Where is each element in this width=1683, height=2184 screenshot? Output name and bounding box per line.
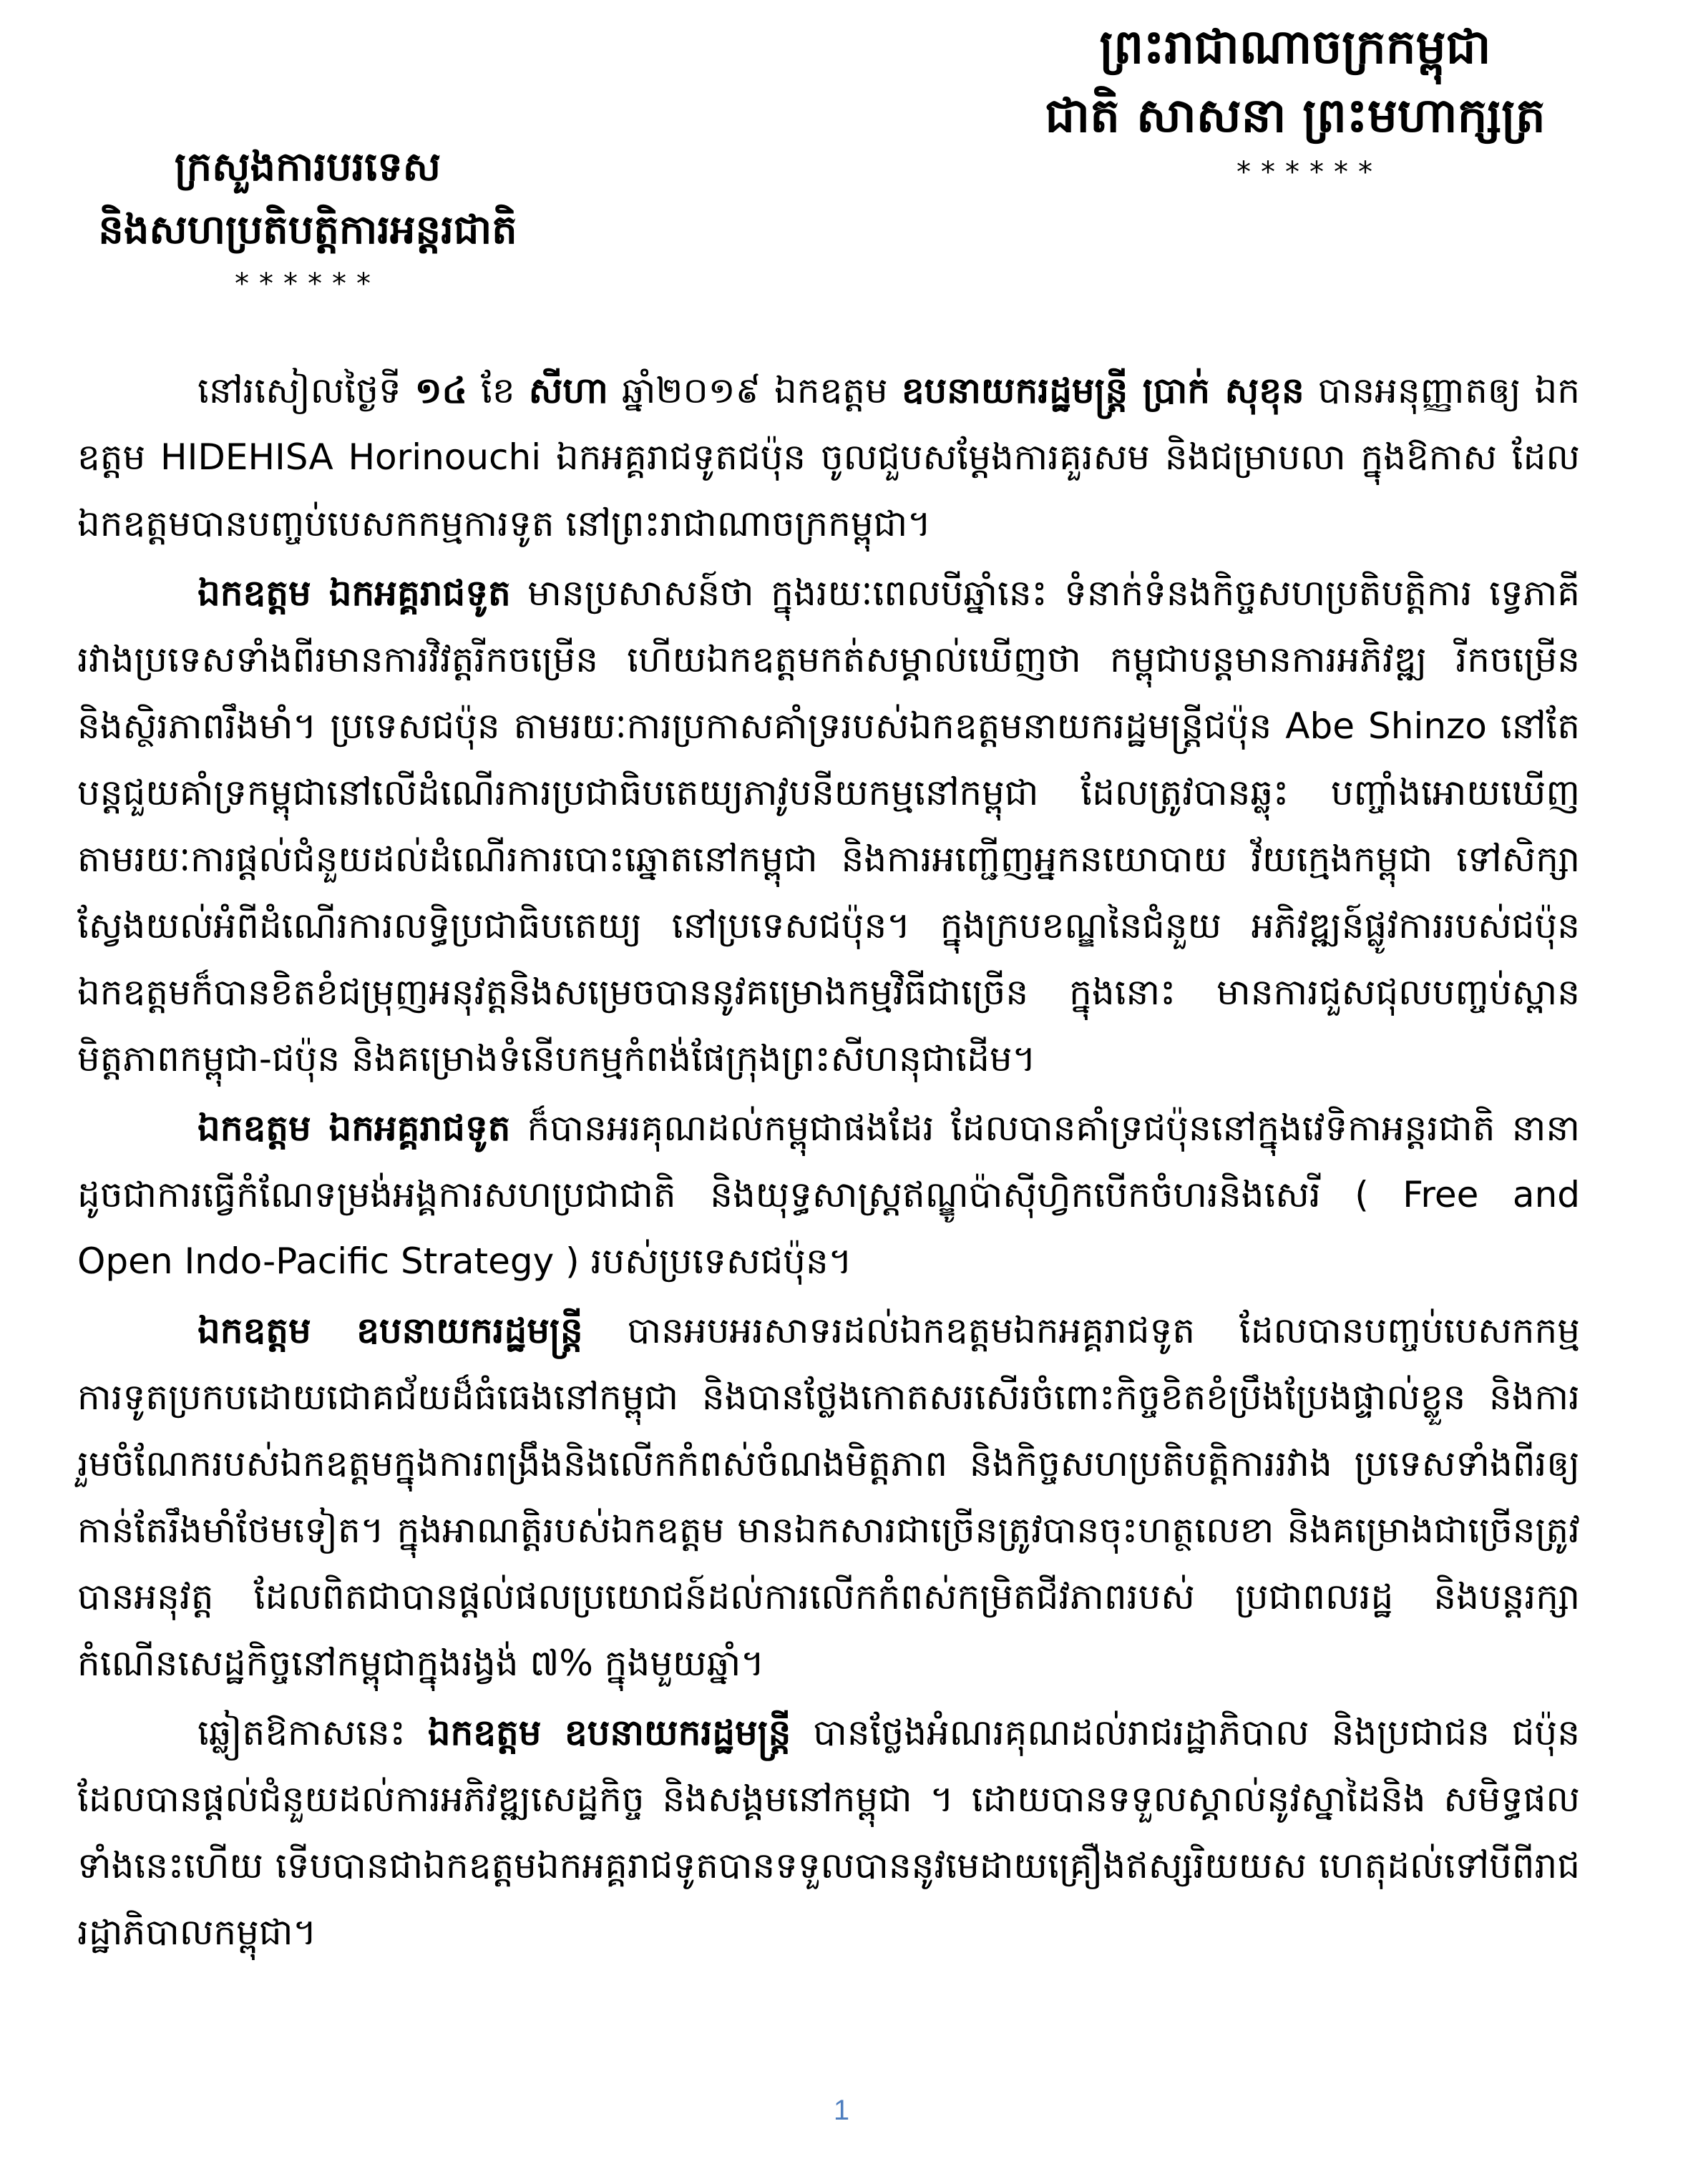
text-segment-bold: ឧបនាយករដ្ឋមន្ត្រី ប្រាក់ សុខុន: [901, 370, 1304, 411]
text-segment-bold: ឯកឧត្តម ឯកអគ្គរាជទូត: [197, 572, 511, 614]
text-segment: ក៏បានអរគុណដល់កម្ពុជាផងដែរ ដែលបានគាំទ្រជប៉ុននៅក្នុងវេទិកាអន្តរជាតិ នានា ដូចជាការធ្វើកំណែទម្រង់អង្គការសហប្រជាជាតិ និងយុទ្ធសាស្ត្រឥណ្ឌូប៉ាស៊ីហ្វិកបើកចំហរនិងសេរី ( Free and Open Indo-Pacific Strategy ) របស់ប្រទេសជប៉ុន។: [77, 1107, 1580, 1282]
kingdom-header: [987, 13, 1603, 190]
text-segment-bold: ឯកឧត្តម ឧបនាយករដ្ឋមន្ត្រី: [197, 1310, 583, 1351]
text-segment: បានអបអរសាទរដល់ឯកឧត្តមឯកអគ្គរាជទូត ដែលបានបញ្ចប់បេសកកម្ម ការទូតប្រកបដោយជោគជ័យដ៏ធំធេងនៅកម្ពុជា និងបានថ្លែងកោតសរសើរចំពោះកិច្ចខិតខំប្រឹងប្រែងផ្ទាល់ខ្លួន និងការរួមចំណែករបស់ឯកឧត្តមក្នុងការពង្រឹងនិងលើកកំពស់ចំណងមិត្តភាព និងកិច្ចសហប្រតិបត្តិការរវាង ប្រទេសទាំងពីរឲ្យកាន់តែរឹងមាំថែមទៀត។ ក្នុងអាណត្តិរបស់ឯកឧត្តម មានឯកសារជាច្រើនត្រូវបានចុះហត្ថលេខា និងគម្រោងជាច្រើនត្រូវបានអនុវត្ត ដែលពិតជាបានផ្តល់ផលប្រយោជន៍ដល់ការលើកកំពស់កម្រិតជីវភាពរបស់ ប្រជាពលរដ្ឋ និងបន្តរក្សាកំណើនសេដ្ឋកិច្ចនៅកម្ពុជាក្នុងរង្វង់ ៧% ក្នុងមួយឆ្នាំ។: [77, 1310, 1580, 1684]
kingdom-title: ព្រះរាជាណាចក្រកម្ពុជា: [1099, 19, 1491, 74]
paragraph-5: [77, 1700, 1580, 1966]
text-segment-bold: ឯកឧត្តម ឧបនាយករដ្ឋមន្ត្រី: [427, 1712, 791, 1753]
kingdom-stars-divider: ******: [1236, 156, 1382, 189]
text-segment: ឆ្លៀតឱកាសនេះ: [197, 1712, 428, 1753]
text-segment: ខែ: [467, 370, 529, 411]
ministry-name-line1: ក្រសួងការបរទេស: [174, 144, 442, 190]
text-segment-bold: ឯកឧត្តម ឯកអគ្គរាជទូត: [197, 1107, 511, 1149]
ministry-name-line2: និងសហប្រតិបត្តិការអន្តរជាតិ: [98, 207, 517, 253]
page-number: 1: [833, 2095, 850, 2126]
paragraph-2: [77, 560, 1580, 1092]
kingdom-motto: ជាតិ សាសនា ព្រះមហាក្សត្រ: [1045, 88, 1546, 143]
paragraph-3: [77, 1095, 1580, 1295]
ministry-header: [57, 136, 558, 302]
text-segment-bold: ១៤: [414, 370, 467, 411]
text-segment-bold: សីហា: [528, 370, 608, 411]
text-segment: បានថ្លែងអំណរគុណដល់រាជរដ្ឋាភិបាល និងប្រជាជន ជប៉ុនដែលបានផ្តល់ជំនួយដល់ការអភិវឌ្ឍសេដ្ឋកិច្ច និងសង្គមនៅកម្ពុជា ។ ដោយបានទទួលស្គាល់នូវស្នាដៃនិង សមិទ្ធផលទាំងនេះហើយ ទើបបានជាឯកឧត្តមឯកអគ្គរាជទូតបានទទួលបាននូវមេដាយគ្រឿងឥស្សរិយយស ហេតុដល់ទៅបីពីរាជរដ្ឋាភិបាលកម្ពុជា។: [77, 1712, 1580, 1953]
paragraph-4: [77, 1298, 1580, 1697]
text-segment: ឆ្នាំ២០១៩ ឯកឧត្តម: [608, 370, 902, 411]
text-segment: បានអនុញ្ញាតឲ្យ ឯកឧត្តម HIDEHISA Horinouchi ឯកអគ្គរាជទូតជប៉ុន ចូលជួបសម្តែងការគួរសម និងជម្រាបលា ក្នុងឱកាស ដែលឯកឧត្តមបានបញ្ចប់បេសកកម្មការទូត នៅព្រះរាជាណាចក្រកម្ពុជា។: [77, 370, 1580, 544]
paragraph-1: [77, 358, 1580, 557]
text-segment: មានប្រសាសន៍ថា ក្នុងរយៈពេលបីឆ្នាំនេះ ទំនាក់ទំនងកិច្ចសហប្រតិបត្តិការ ទ្វេភាគីរវាងប្រទេសទាំងពីរមានការវិវត្តរីកចម្រើន ហើយឯកឧត្តមកត់សម្គាល់ឃើញថា កម្ពុជាបន្តមានការអភិវឌ្ឍ រីកចម្រើន និងស្ថិរភាពរឹងមាំ។ ប្រទេសជប៉ុន តាមរយៈការប្រកាសគាំទ្ររបស់ឯកឧត្តមនាយករដ្ឋមន្ត្រីជប៉ុន Abe Shinzo នៅតែបន្តជួយគាំទ្រកម្ពុជានៅលើដំណើរការប្រជាធិបតេយ្យភាវូបនីយកម្មនៅកម្ពុជា ដែលត្រូវបានឆ្លុះ បញ្ចាំងអោយឃើញតាមរយៈការផ្តល់ជំនួយដល់ដំណើរការបោះឆ្នោតនៅកម្ពុជា និងការអញ្ជើញអ្នកនយោបាយ វ័យក្មេងកម្ពុជា ទៅសិក្សាស្វែងយល់អំពីដំណើរការលទ្ធិប្រជាធិបតេយ្យ នៅប្រទេសជប៉ុន។ ក្នុងក្របខណ្ឌនៃជំនួយ អភិវឌ្ឍន៍ផ្លូវការរបស់ជប៉ុន ឯកឧត្តមក៏បានខិតខំជម្រុញអនុវត្តនិងសម្រេចបាននូវគម្រោងកម្មវិធីជាច្រើន ក្នុងនោះ មានការជួសជុលបញ្ចប់ស្ពានមិត្តភាពកម្ពុជា-ជប៉ុន និងគម្រោងទំនើបកម្មកំពង់ផែក្រុងព្រះសីហនុជាដើម។: [77, 572, 1580, 1079]
press-release-body: [77, 358, 1580, 1969]
ministry-stars-divider: ******: [235, 268, 381, 300]
text-segment: នៅរសៀលថ្ងៃទី: [197, 370, 415, 411]
